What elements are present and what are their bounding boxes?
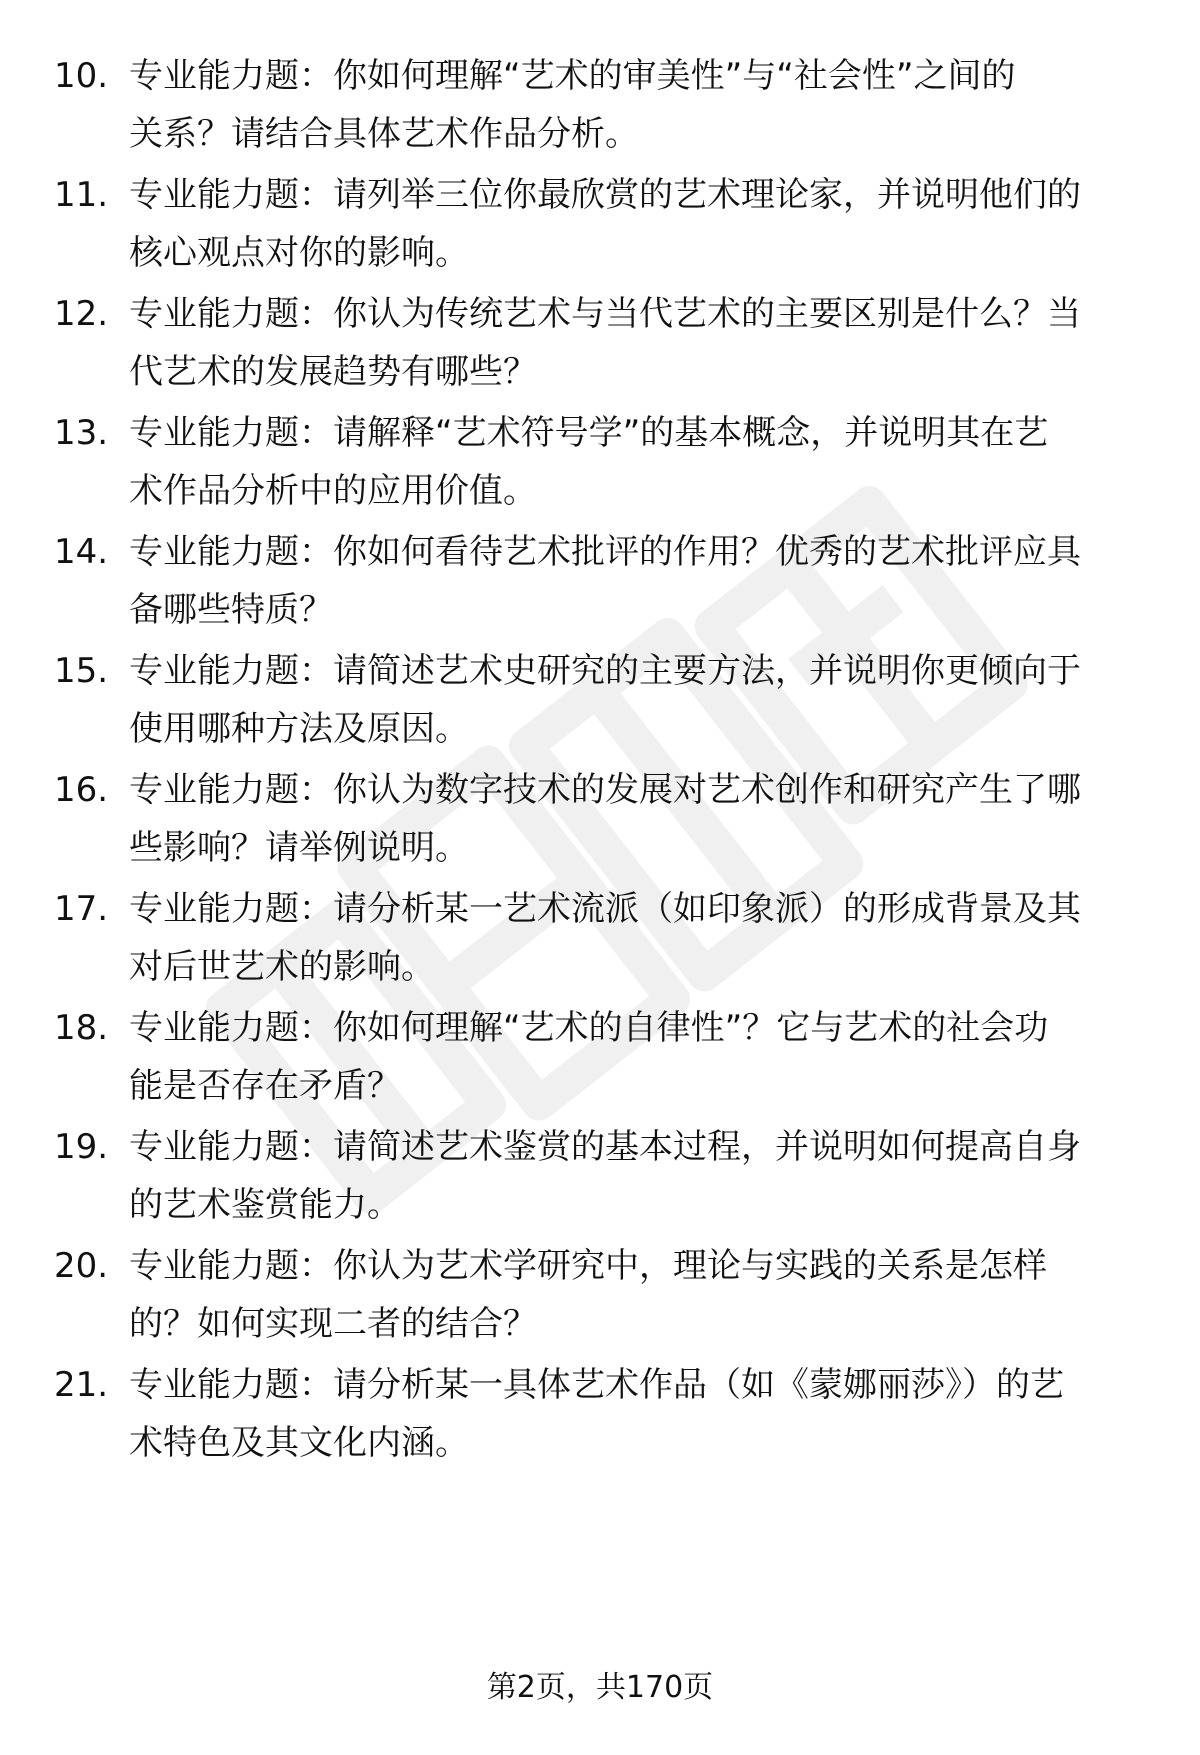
question-number: 16.: [54, 770, 109, 810]
question-text: 专业能力题：你如何理解“艺术的审美性”与“社会性”之间的 关系？请结合具体艺术作品分析。: [129, 56, 1016, 154]
question-text: 专业能力题：你如何看待艺术批评的作用？优秀的艺术批评应具 备哪些特质？: [129, 532, 1081, 630]
question-text: 专业能力题：请解释“艺术符号学”的基本概念，并说明其在艺 术作品分析中的应用价值。: [129, 413, 1049, 511]
question-number: 18.: [54, 1008, 109, 1048]
question-text: 专业能力题：请列举三位你最欣赏的艺术理论家，并说明他们的 核心观点对你的影响。: [129, 175, 1081, 273]
question-number: 11.: [54, 175, 109, 215]
question-text: 专业能力题：请分析某一艺术流派（如印象派）的形成背景及其 对后世艺术的影响。: [129, 889, 1081, 987]
question-number: 21.: [54, 1365, 109, 1405]
question-text: 专业能力题：请简述艺术史研究的主要方法，并说明你更倾向于 使用哪种方法及原因。: [129, 651, 1081, 749]
question-number: 14.: [54, 532, 109, 572]
question-number: 10.: [54, 56, 109, 96]
question-text: 专业能力题：你认为数字技术的发展对艺术创作和研究产生了哪 些影响？请举例说明。: [129, 770, 1081, 868]
question-number: 19.: [54, 1127, 109, 1167]
question-text: 专业能力题：你认为传统艺术与当代艺术的主要区别是什么？当 代艺术的发展趋势有哪些？: [129, 294, 1081, 392]
question-text: 专业能力题：你认为艺术学研究中，理论与实践的关系是怎样 的？如何实现二者的结合？: [129, 1246, 1047, 1344]
page-number: 第2页，共170页: [486, 1670, 714, 1705]
question-text: 专业能力题：你如何理解“艺术的自律性”？它与艺术的社会功 能是否存在矛盾？: [129, 1008, 1049, 1106]
question-number: 20.: [54, 1246, 109, 1286]
question-text: 专业能力题：请分析某一具体艺术作品（如《蒙娜丽莎》）的艺 术特色及其文化内涵。: [129, 1365, 1064, 1463]
question-number: 15.: [54, 651, 109, 691]
question-number: 13.: [54, 413, 109, 453]
question-number: 17.: [54, 889, 109, 929]
question-text: 专业能力题：请简述艺术鉴赏的基本过程，并说明如何提高自身 的艺术鉴赏能力。: [129, 1127, 1081, 1225]
question-number: 12.: [54, 294, 109, 334]
